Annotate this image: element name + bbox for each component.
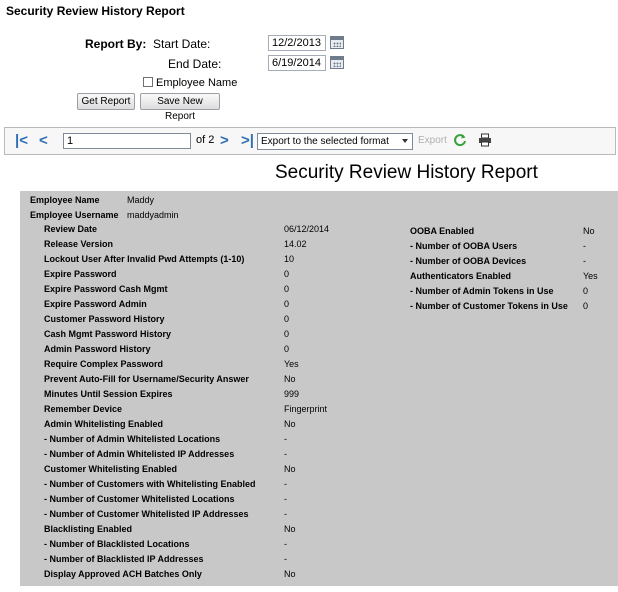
report-row-value: - xyxy=(284,494,287,504)
report-row-value: 0 xyxy=(284,329,290,339)
report-row-value: 0 xyxy=(284,284,290,294)
employee-name-checkbox[interactable] xyxy=(143,77,153,87)
report-row-value: 06/12/2014 xyxy=(284,224,330,234)
previous-page-icon[interactable]: < xyxy=(39,132,48,149)
page-title: Security Review History Report xyxy=(6,4,185,18)
report-toolbar xyxy=(4,127,616,155)
first-page-icon[interactable]: |< xyxy=(15,132,28,149)
report-row-label: Customer Password History xyxy=(44,314,165,324)
employee-username-value: maddyadmin xyxy=(127,210,179,220)
report-row-value: - xyxy=(284,434,287,444)
report-row-value: No xyxy=(284,569,296,579)
report-row-value: - xyxy=(284,554,287,564)
report-row-label: Cash Mgmt Password History xyxy=(44,329,172,339)
report-row-value: 10 xyxy=(284,254,295,264)
end-date-label: End Date: xyxy=(168,57,222,71)
report-row-value: No xyxy=(284,374,296,384)
report-row-label: - Number of Blacklisted Locations xyxy=(44,539,190,549)
report-row-value: 0 xyxy=(583,286,589,296)
report-row-value: 0 xyxy=(284,344,290,354)
report-row-label: Expire Password Admin xyxy=(44,299,147,309)
start-date-input[interactable] xyxy=(268,35,326,51)
report-row-label: Require Complex Password xyxy=(44,359,164,369)
refresh-icon[interactable] xyxy=(453,133,467,147)
report-row-value: No xyxy=(284,524,296,534)
report-row-value: - xyxy=(583,256,586,266)
export-format-value: Export to the selected format xyxy=(261,136,389,147)
report-panel xyxy=(20,191,618,586)
report-row-label: - Number of OOBA Users xyxy=(410,241,518,251)
report-row-value: Yes xyxy=(284,359,299,369)
report-row-label: - Number of Customers with Whitelisting Enabled xyxy=(44,479,256,489)
end-date-input[interactable] xyxy=(268,55,326,71)
report-row-label: - Number of Customer Tokens in Use xyxy=(410,301,568,311)
report-row-label: Prevent Auto-Fill for Username/Security Answer xyxy=(44,374,249,384)
report-row-label: Lockout User After Invalid Pwd Attempts (1-10) xyxy=(44,254,245,264)
report-row-label: Admin Password History xyxy=(44,344,151,354)
report-row-label: Expire Password xyxy=(44,269,117,279)
page-number-input[interactable] xyxy=(63,133,191,149)
report-row-label: - Number of Customer Whitelisted Locations xyxy=(44,494,235,504)
calendar-icon[interactable] xyxy=(330,36,344,49)
report-row-label: OOBA Enabled xyxy=(410,226,475,236)
report-row-label: Remember Device xyxy=(44,404,123,414)
report-row-label: Review Date xyxy=(44,224,98,234)
report-row-value: - xyxy=(284,539,287,549)
report-row-value: - xyxy=(284,509,287,519)
employee-name-label: Employee Name xyxy=(30,195,100,205)
report-row-value: No xyxy=(284,464,296,474)
report-row-label: Release Version xyxy=(44,239,114,249)
report-row-label: - Number of Admin Whitelisted Locations xyxy=(44,434,221,444)
calendar-icon[interactable] xyxy=(330,56,344,69)
report-row-value: - xyxy=(583,241,586,251)
report-row-value: 14.02 xyxy=(284,239,307,249)
get-report-button[interactable]: Get Report xyxy=(77,93,135,110)
report-row-label: - Number of Admin Tokens in Use xyxy=(410,286,554,296)
report-row-label: Minutes Until Session Expires xyxy=(44,389,173,399)
report-row-value: Yes xyxy=(583,271,598,281)
employee-name-value: Maddy xyxy=(127,195,155,205)
report-row-value: No xyxy=(583,226,595,236)
report-row-label: - Number of Blacklisted IP Addresses xyxy=(44,554,204,564)
page-count: of 2 xyxy=(196,134,215,146)
report-title: Security Review History Report xyxy=(275,162,538,183)
report-row-value: 0 xyxy=(583,301,589,311)
report-row-label: Blacklisting Enabled xyxy=(44,524,133,534)
report-row-label: - Number of OOBA Devices xyxy=(410,256,527,266)
report-row-label: Display Approved ACH Batches Only xyxy=(44,569,202,579)
dropdown-arrow-icon xyxy=(402,139,408,143)
report-row-value: 0 xyxy=(284,314,290,324)
report-row-label: Customer Whitelisting Enabled xyxy=(44,464,178,474)
report-row-value: No xyxy=(284,419,296,429)
report-row-label: - Number of Customer Whitelisted IP Addresses xyxy=(44,509,249,519)
export-format-select[interactable] xyxy=(257,133,413,150)
report-row-label: Expire Password Cash Mgmt xyxy=(44,284,168,294)
last-page-icon[interactable]: >| xyxy=(241,132,254,149)
save-new-report-button[interactable]: Save New Report xyxy=(140,93,220,110)
report-row-value: 0 xyxy=(284,299,290,309)
employee-username-label: Employee Username xyxy=(30,210,119,220)
report-row-value: - xyxy=(284,479,287,489)
report-row-value: Fingerprint xyxy=(284,404,328,414)
report-row-value: 999 xyxy=(284,389,300,399)
report-row-value: - xyxy=(284,449,287,459)
export-link[interactable]: Export xyxy=(418,135,447,146)
start-date-label: Start Date: xyxy=(153,37,211,51)
next-page-icon[interactable]: > xyxy=(220,132,229,149)
report-row-label: Authenticators Enabled xyxy=(410,271,512,281)
report-by-label: Report By: xyxy=(85,37,147,51)
print-icon[interactable] xyxy=(478,133,492,147)
employee-name-checkbox-label: Employee Name xyxy=(156,77,238,89)
report-row-value: 0 xyxy=(284,269,290,279)
report-row-label: - Number of Admin Whitelisted IP Addresses xyxy=(44,449,235,459)
report-row-label: Admin Whitelisting Enabled xyxy=(44,419,163,429)
